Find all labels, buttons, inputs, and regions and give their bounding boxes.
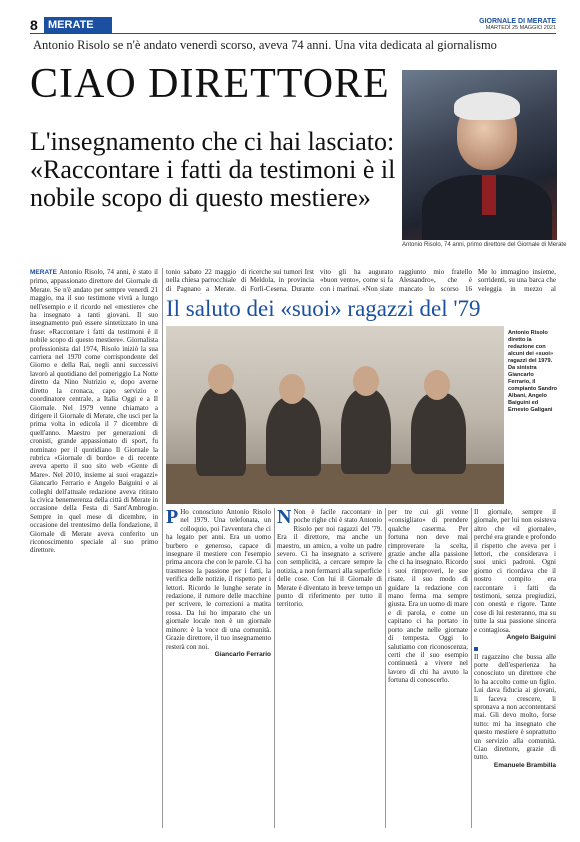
masthead-date: MARTEDÌ 25 MAGGIO 2021 [485, 25, 556, 31]
group-photo-head-1 [208, 364, 234, 394]
group-photo-person-4 [411, 392, 466, 474]
article1-column-3: di ricerche sui tumori Irst di Meldola, in provincia di Forlì-Cesena. Durante [241, 268, 314, 293]
column-divider-1 [162, 268, 163, 828]
group-photo-head-2 [279, 374, 305, 404]
page-header [0, 0, 580, 33]
header-rule [30, 33, 556, 34]
portrait-caption: Antonio Risolo, 74 anni, primo direttore del Giornale di Merate [402, 242, 567, 248]
section-label: MERATE [44, 17, 112, 33]
dateline: MERATE [30, 269, 57, 276]
article2-text-4: Il giornale, sempre il giornale, per lui non esisteva altro che «il giornale», perché era grande e profondo il rispetto che aveva per i lettori, che considerava i suoi unici padroni. Ogni giorno ci ricordava che il nostro compito era raccontare i fatti da testimoni, senza pregiudizi, con onestà e rigore. Tante cose di lui resteranno, ma su tutte la sua passione sincera e contagiosa. [474, 508, 556, 634]
portrait-photo [402, 70, 557, 240]
section-square [474, 647, 478, 651]
article1-column-6: Me lo immagino insieme, sorridenti, su una barca che veleggia in mezzo al [478, 268, 556, 293]
photo-figure-hair [454, 92, 520, 120]
article1-column-4: vito gli ha augurato «buon vento», come si fa con i marinai. «Non siate [320, 268, 393, 293]
article2-text-1: Ho conosciuto Antonio Risolo nel 1979. Una telefonata, un colloquio, poi l'avventura che ci ha legato per anni. Era un uomo burbero e generoso, capace di insegnare il mestiere con l'esempio prima ancora che con le parole. Ci ha trasmesso la passione per i fatti, la verifica delle notizie, il rispetto per i lettori. Ricordo le lunghe serate in redazione, il rumore delle macchine per scrivere, le correzioni a matita rossa. Da lui ho imparato che un giornale locale non è un giornale minore: è la voce di una comunità. Grazie direttore, il tuo insegnamento resterà con noi. [166, 508, 271, 651]
signature-2: Angelo Baiguini [506, 634, 556, 642]
article2-column-4 [474, 508, 556, 828]
group-photo [166, 326, 504, 504]
article2-headline: Il saluto dei «suoi» ragazzi del '79 [166, 296, 481, 321]
signature-1: Giancarlo Ferrario [214, 650, 271, 658]
signature-3: Emanuele Brambilla [493, 761, 556, 769]
group-photo-caption: Antonio Risolo diretto la redazione con alcuni dei «suoi» ragazzi del 1979. Da sinistra Giancarlo Ferrario, il compianto Sandro Albani, Angelo Baiguini ed Ernesto Galigani [508, 330, 558, 413]
article2-column-2 [277, 508, 382, 828]
group-photo-head-3 [353, 366, 379, 396]
column-divider-3 [385, 508, 386, 828]
article2-column-1 [166, 508, 271, 828]
article2-text-5: Il ragazzino che bussa alle porte dell'esperienza ha conosciuto un direttore che lo ha accolto come un figlio. Lui dava fiducia ai giovani, li faceva crescere, li spronava a non accontentarsi mai. Gli devo molto, forse tutto: mi ha insegnato che questo mestiere è soprattutto un servizio alla comunità. Ciao direttore, grazie di tutto. [474, 652, 556, 762]
headline: CIAO DIRETTORE [30, 61, 390, 107]
dropcap: P [166, 508, 179, 528]
article1-column-1 [30, 268, 158, 828]
article1-column-2: tonio sabato 22 maggio nella chiesa parrocchiale di Pagnano a Merate. [166, 268, 236, 293]
masthead-title: GIORNALE DI MERATE [479, 18, 556, 25]
column-divider-4 [471, 508, 472, 828]
group-photo-person-2 [266, 396, 321, 476]
article2-column-3: per tre cui gli venne «consigliato» di prendere qualche caserma. Per fortuna non deve mai rimproverare la scelta, grazie anche alla passione che ci ha insegnato. Ricordo i suoi rimproveri, le sue risate, il suo modo di guidare la redazione con mano ferma ma sempre giusta. Era un uomo di mare e di parola, e come un capitano ci ha portato in porto anche nelle giornate di tempesta. Oggi lo salutiamo con riconoscenza, certi che il suo esempio continuerà a vivere nel lavoro di chi ha avuto la fortuna di conoscerlo. [388, 508, 468, 685]
group-photo-person-1 [196, 386, 246, 476]
article-kicker: Antonio Risolo se n'è andato venerdì scorso, aveva 74 anni. Una vita dedicata al giornalismo [33, 38, 497, 52]
article2-text-2: Non è facile raccontare in poche righe chi è stato Antonio Risolo per noi ragazzi del '79. Era il direttore, ma anche un maestro, un amico, a volte un padre severo. Ci ha insegnato a scrivere con semplicità, a cercare sempre la notizia, a non fermarci alla superficie delle cose. Con lui il Giornale di Merate è diventato in breve tempo un punto di riferimento per tutto il territorio. [277, 508, 382, 609]
article1-column-5: raggiunto mio fratello Alessandro», che è mancato lo scorso 16 [399, 268, 472, 293]
group-photo-person-3 [341, 388, 391, 474]
photo-figure-tie [482, 175, 496, 215]
masthead [479, 18, 556, 31]
article1-text-1: Antonio Risolo, 74 anni, è stato il primo, appassionato direttore del Giornale di Merate. Se n'è andato per sempre venerdì 21 maggio, ma il suo testimone vivrà a lungo nell'esempio e il ricordo nel «mestiere» che ha insegnato a tanti giovani. Il suo insegnamento può essere sintetizzato in una frase: «Raccontare i fatti da testimoni è il nobile scopo di questo mestiere». Giornalista professionista dal 1974, Risolo iniziò la sua carriera nel 1970 come corrispondente del Giorno e della Rai, negli anni successivi lavorò al quotidiano del pomeriggio La Notte diretto da Nino Nutrizio e, dopo averne diretto la cronaca, capo servizio e coordinatore centrale, a Italia Oggi e a Il Giornale. Nel 1979 venne chiamato a dirigere il Giornale di Merate, che uscì per la prima volta in edicola il 7 dicembre di quell'anno. Maestro per generazioni di cronisti, grande appassionato di sport, fu nominato per il quotidiano Il Giornale la rubrica «Giornale di bordo» e di recente aveva aperto il suo sito web «Gente di Mare». Nel 2010, insieme ai suoi «ragazzi» Giancarlo Ferrario e Angelo Baiguini e ai colleghi dell'attuale redazione aveva ritirato la civica benemerenza della città di Merate in occasione della Festa di Sant'Ambrogio. Sempre in quel mese di dicembre, in occasione del trentesimo della fondazione, il Giornale di Merate aveva conferito un riconoscimento speciale al suo primo direttore. [30, 268, 158, 555]
page-number: 8 [30, 17, 38, 33]
subheadline: L'insegnamento che ci hai lasciato: «Raccontare i fatti da testimoni è il nobile scopo di questo mestiere» [30, 127, 396, 212]
column-divider-2 [274, 508, 275, 828]
dropcap-2: N [277, 508, 292, 528]
group-photo-head-4 [424, 370, 450, 400]
